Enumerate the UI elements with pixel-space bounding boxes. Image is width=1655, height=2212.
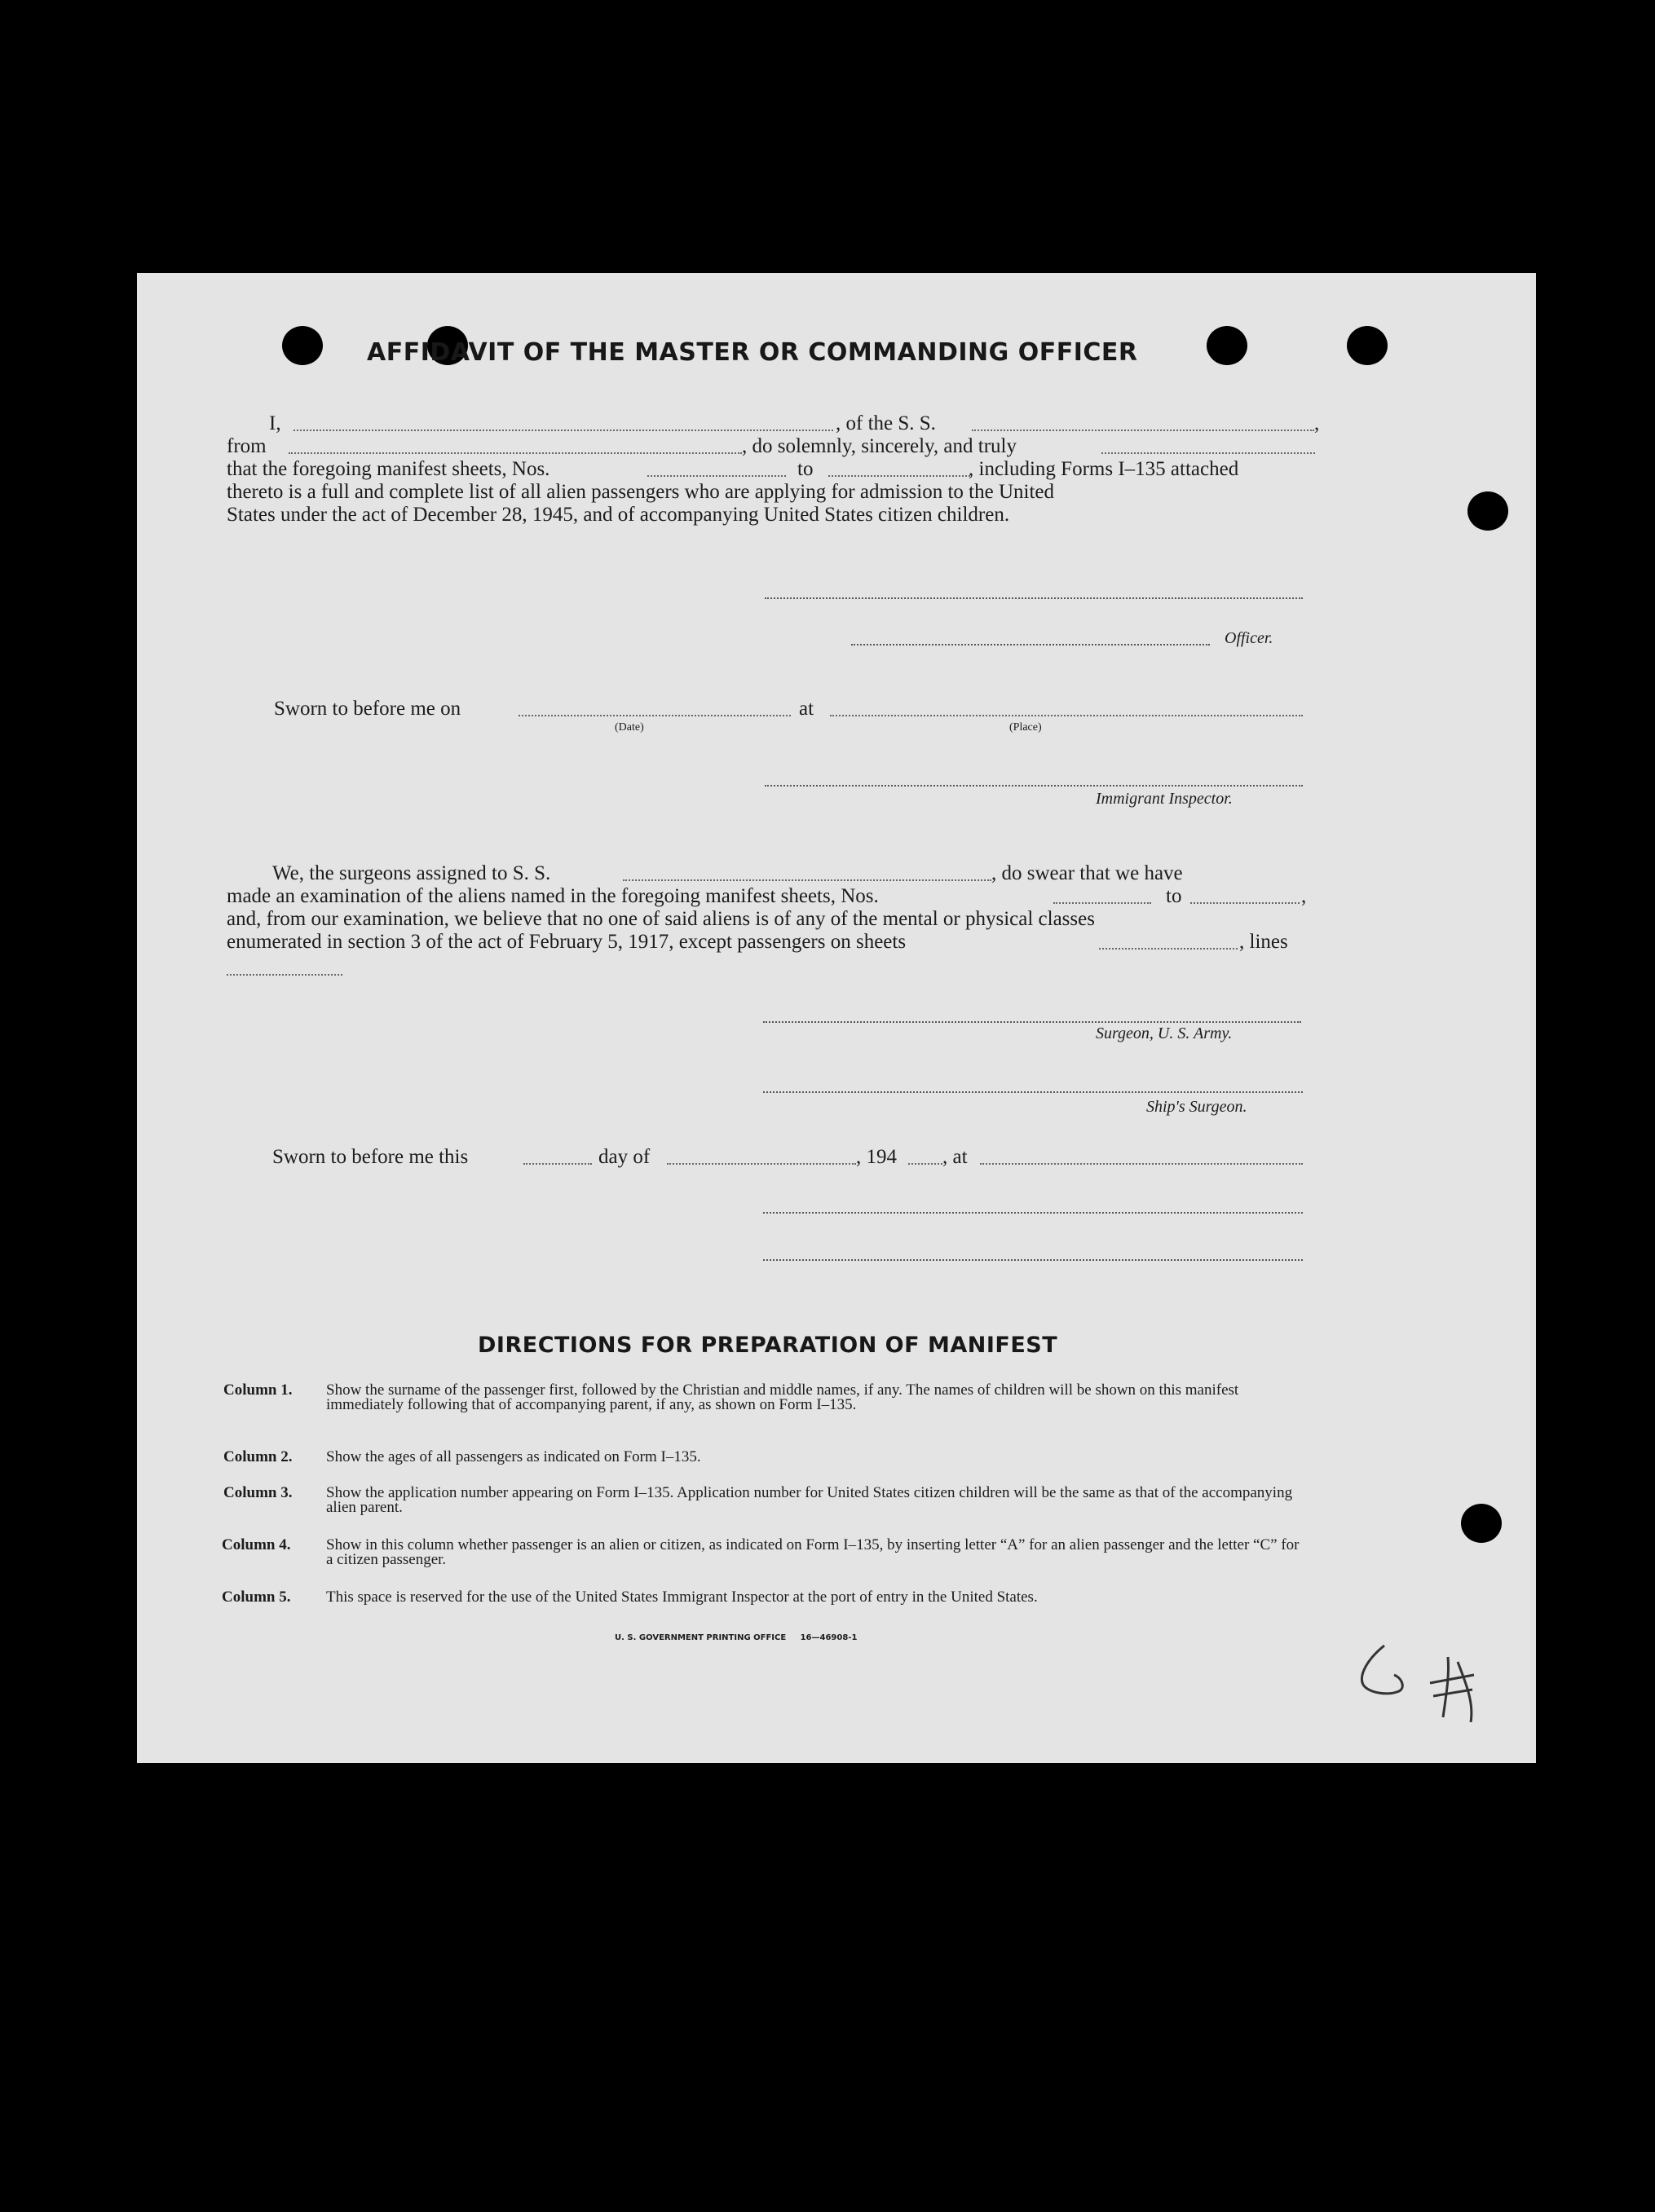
lines-label: , lines [1239, 931, 1288, 953]
surgeons-swear-text: , do swear that we have [991, 862, 1183, 884]
year-194-label: , 194 [856, 1146, 897, 1168]
ship-surgeon-caption: Ship's Surgeon. [1146, 1098, 1247, 1116]
sworn-at-label: at [799, 698, 814, 720]
from-port-field[interactable] [289, 452, 742, 454]
column-5-label: Column 5. [222, 1588, 291, 1606]
affidavit-from-label: from [227, 435, 267, 457]
surgeons-line-2: made an examination of the aliens named in the foregoing manifest sheets, Nos. [227, 885, 879, 907]
sworn-day-field[interactable] [523, 1163, 592, 1165]
sworn-month-field[interactable] [667, 1163, 856, 1165]
affidavit-line-5: States under the act of December 28, 1945, and of accompanying United States citizen children. [227, 504, 1010, 526]
army-surgeon-caption: Surgeon, U. S. Army. [1096, 1024, 1233, 1042]
sworn-before-me-on-label: Sworn to before me on [274, 698, 461, 720]
sworn-place-field[interactable] [830, 715, 1303, 716]
column-2-label: Column 2. [223, 1448, 293, 1465]
officer-signature-line-2[interactable] [851, 644, 1210, 646]
punch-hole [1461, 1504, 1502, 1543]
sheets-from-field[interactable] [647, 475, 786, 477]
sworn-before-me-this-label: Sworn to before me this [272, 1146, 469, 1168]
affidavit-solemnly-text: , do solemnly, sincerely, and truly [742, 435, 1017, 457]
except-sheets-field[interactable] [1099, 948, 1238, 950]
affidavit-line-4: thereto is a full and complete list of all alien passengers who are applying for admission to the United [227, 481, 1055, 503]
officer-signature-line-1[interactable] [765, 597, 1303, 599]
ship-name-field[interactable] [972, 430, 1314, 431]
column-4-label: Column 4. [222, 1536, 291, 1553]
immigrant-inspector-caption: Immigrant Inspector. [1096, 790, 1233, 808]
column-1-text: Show the surname of the passenger first, followed by the Christian and middle names, if any. The names of children will be shown on this manifest immediately following that of accompanying parent, if any, as shown on Form I–135. [326, 1381, 1239, 1413]
officer-caption: Officer. [1225, 629, 1273, 647]
sworn-year-field[interactable] [908, 1163, 942, 1165]
sworn-at-label-2: , at [942, 1146, 968, 1168]
column-2-text: Show the ages of all passengers as indicated on Form I–135. [326, 1448, 701, 1465]
affidavit-to-label: to [797, 458, 814, 480]
punch-hole [282, 326, 323, 365]
column-1-label: Column 1. [223, 1381, 293, 1399]
affidavit-i-label: I, [269, 412, 281, 434]
comma-text: , [1301, 885, 1307, 907]
sheets-to-field[interactable] [828, 475, 970, 477]
date-caption: (Date) [615, 721, 644, 734]
form-page [137, 273, 1536, 1763]
punch-hole [1207, 326, 1247, 365]
army-surgeon-signature-line[interactable] [763, 1021, 1301, 1023]
immigrant-inspector-signature-line[interactable] [765, 785, 1303, 787]
surgeons-line-4: enumerated in section 3 of the act of February 5, 1917, except passengers on sheets [227, 931, 907, 953]
punch-hole [1467, 491, 1508, 531]
column-5-text: This space is reserved for the use of the United States Immigrant Inspector at the port of entry in the United States. [326, 1588, 1038, 1606]
affidavit-forms-text: , including Forms I–135 attached [969, 458, 1239, 480]
surgeons-to-label: to [1166, 885, 1182, 907]
surgeons-sheets-from-field[interactable] [1053, 902, 1151, 904]
sworn-place-field-2[interactable] [980, 1163, 1303, 1165]
surgeons-sheets-to-field[interactable] [1190, 902, 1300, 904]
directions-title: DIRECTIONS FOR PREPARATION OF MANIFEST [478, 1333, 1058, 1358]
surgeons-line-1: We, the surgeons assigned to S. S. [272, 862, 551, 884]
column-4-text: Show in this column whether passenger is an alien or citizen, as indicated on Form I–135, by inserting letter “A” for an alien passenger and the letter “C” for a citizen passenger. [326, 1536, 1300, 1568]
affidavit-of-ss-label: , of the S. S. [836, 412, 936, 434]
except-lines-field[interactable] [227, 974, 342, 976]
sworn-signature-line-2[interactable] [763, 1259, 1303, 1261]
solemnly-continuation-field[interactable] [1101, 452, 1315, 454]
surgeons-ship-field[interactable] [623, 879, 991, 881]
sworn-date-field[interactable] [519, 715, 791, 716]
day-of-label: day of [598, 1146, 651, 1168]
ship-surgeon-signature-line[interactable] [763, 1091, 1303, 1093]
column-3-label: Column 3. [223, 1484, 293, 1501]
handwritten-mark [1352, 1642, 1490, 1732]
comma-text: , [1314, 412, 1320, 434]
surgeons-line-3: and, from our examination, we believe that no one of said aliens is of any of the mental or physical classes [227, 908, 1095, 930]
affidavit-sheets-text: that the foregoing manifest sheets, Nos. [227, 458, 550, 480]
sworn-signature-line-1[interactable] [763, 1212, 1303, 1214]
place-caption: (Place) [1009, 721, 1042, 734]
master-name-field[interactable] [293, 430, 833, 431]
printer-imprint: U. S. GOVERNMENT PRINTING OFFICE 16—46908-1 [615, 1633, 858, 1642]
punch-hole [1347, 326, 1388, 365]
affidavit-title: AFFIDAVIT OF THE MASTER OR COMMANDING OFFICER [367, 338, 1138, 367]
column-3-text: Show the application number appearing on Form I–135. Application number for United States citizen children will be the same as that of the accompanying alien parent. [326, 1484, 1293, 1516]
